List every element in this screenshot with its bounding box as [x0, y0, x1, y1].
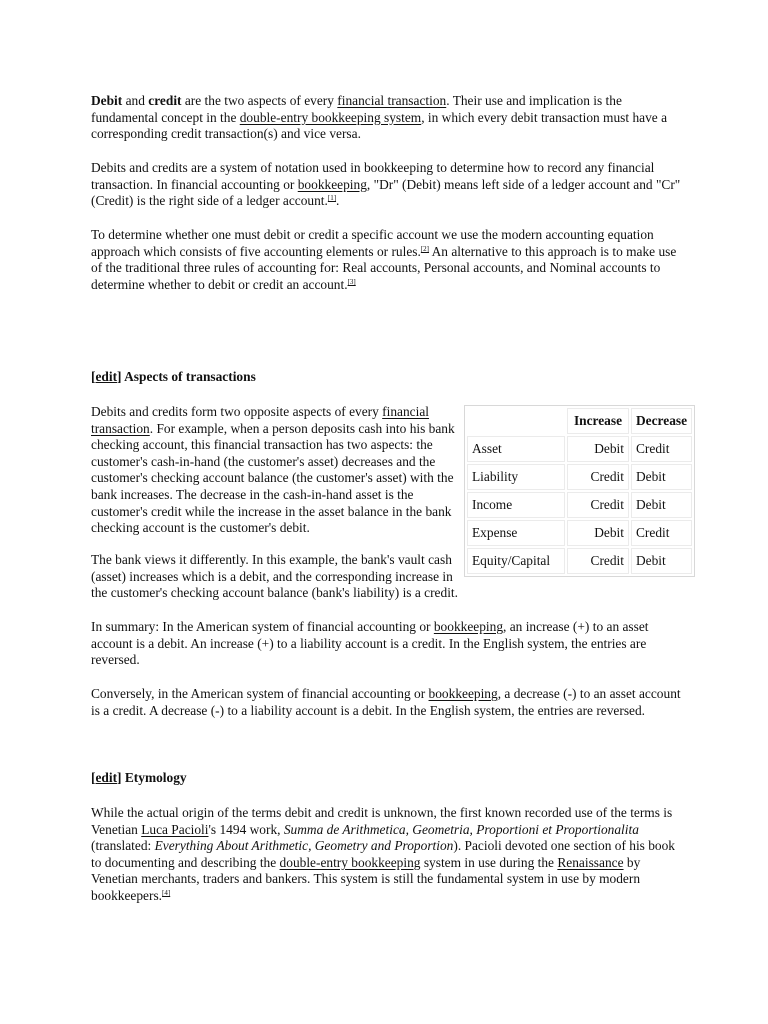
- book-title-translated: Everything About Arithmetic, Geometry and Proportion: [154, 838, 454, 854]
- table-row: [467, 492, 692, 518]
- reference-link[interactable]: [2]: [420, 244, 430, 253]
- account-cell: Expense: [467, 520, 565, 546]
- text: In summary: In the American system of financial accounting or: [91, 619, 434, 634]
- text: While the actual origin of the terms debit and credit is unknown, the first known recorded use of the terms is Venetian: [91, 805, 673, 837]
- text: and: [122, 93, 149, 108]
- etymology-paragraph: [91, 805, 681, 905]
- section-heading-aspects: [91, 369, 256, 385]
- increase-cell: Debit: [567, 520, 629, 546]
- text: An alternative to this approach is to make use of the traditional three rules of accounting for: Real accounts, Personal accounts, and Nominal accounts to determine whether to debit or credit an account.: [91, 243, 677, 292]
- text: , an increase (+) to an asset account is a debit. An increase (+) to a liability account is a credit. In the English system, the entries are reversed.: [91, 619, 649, 668]
- text: To determine whether one must debit or credit a specific account we use the modern accounting equation approach which consists of five accounting elements or rules.: [91, 227, 654, 259]
- text: ). Pacioli devoted one section of his book to documenting and describing the: [91, 838, 676, 870]
- text: Conversely, in the American system of financial accounting or: [91, 686, 429, 701]
- term-debit: Debit: [91, 93, 123, 108]
- aspects-paragraph-3: [91, 619, 681, 669]
- text: , in which every debit transaction must have a corresponding credit transaction(s) and vice versa.: [91, 109, 668, 142]
- text: .: [336, 193, 340, 209]
- text: , a decrease (-) to an asset account is a credit. A decrease (-) to a liability account is a debit. In the English system, the entries are reversed.: [91, 686, 681, 718]
- debit-credit-table: [464, 405, 695, 577]
- text: are the two aspects of every: [181, 93, 338, 108]
- bracket: ]: [117, 369, 122, 384]
- header-cell: Increase: [567, 408, 629, 434]
- increase-cell: Credit: [567, 464, 629, 490]
- edit-link[interactable]: edit: [95, 369, 118, 384]
- table-row: [467, 520, 692, 546]
- text: by Venetian merchants, traders and bankers. This system is still the fundamental system in use by modern bookkeepers.: [91, 854, 641, 903]
- text: system in use during the: [420, 854, 558, 870]
- increase-cell: Credit: [567, 492, 629, 518]
- link-luca-pacioli[interactable]: Luca Pacioli: [141, 821, 209, 837]
- section-title: Aspects of transactions: [121, 369, 256, 384]
- account-cell: Equity/Capital: [467, 548, 565, 574]
- bracket: [: [91, 770, 96, 785]
- text: 's 1494 work,: [208, 821, 284, 837]
- reference-link[interactable]: [3]: [347, 277, 356, 286]
- decrease-cell: Credit: [631, 520, 692, 546]
- table-header-row: [467, 408, 692, 434]
- aspects-paragraph-4: [91, 686, 681, 719]
- bracket: [: [91, 369, 96, 384]
- decrease-cell: Debit: [631, 464, 692, 490]
- decrease-cell: Credit: [631, 436, 692, 462]
- text: (translated:: [91, 838, 155, 854]
- table-row: [467, 464, 692, 490]
- intro-paragraph-3: [91, 227, 681, 293]
- link-double-entry-bookkeeping-system[interactable]: double-entry bookkeeping system: [239, 109, 422, 125]
- book-title: Summa de Arithmetica, Geometria, Proportioni et Proportionalita: [283, 821, 639, 837]
- intro-paragraph-2: [91, 160, 681, 210]
- section-heading-etymology: [91, 770, 187, 786]
- account-cell: Asset: [467, 436, 565, 462]
- term-credit: credit: [148, 93, 182, 108]
- edit-link[interactable]: edit: [95, 770, 118, 785]
- text: . For example, when a person deposits cash into his bank checking account, this financial transaction has two aspects: the customer's cash-in-hand (the customer's asset) decreases and the customer's checking account balance (the customer's asset) with the bank increases. The decrease in the cash-in-hand asset is the customer's credit while the increase in the asset balance in the bank checking account is the customer's debit.: [91, 420, 455, 536]
- text: , "Dr" (Debit) means left side of a ledger account and "Cr" (Credit) is the right side of a ledger account.: [91, 176, 681, 209]
- link-bookkeeping[interactable]: bookkeeping: [428, 686, 498, 701]
- aspects-paragraph-1: [91, 404, 459, 537]
- aspects-paragraph-2a: [91, 552, 459, 602]
- bracket: ]: [117, 770, 122, 785]
- section-title: Etymology: [121, 770, 187, 785]
- link-renaissance[interactable]: Renaissance: [557, 854, 624, 870]
- account-cell: Liability: [467, 464, 565, 490]
- table-row: [467, 436, 692, 462]
- link-bookkeeping[interactable]: bookkeeping: [433, 619, 504, 634]
- text: The bank views it differently. In this example, the bank's vault cash (asset) increases which is a debit, and the corresponding increase in the customer's checking account balance (bank's liability) is a credit.: [91, 552, 458, 601]
- link-financial-transaction[interactable]: financial transaction: [91, 404, 430, 436]
- decrease-cell: Debit: [631, 492, 692, 518]
- link-bookkeeping[interactable]: bookkeeping: [297, 176, 367, 192]
- header-cell: Decrease: [631, 408, 692, 434]
- link-double-entry-bookkeeping[interactable]: double-entry bookkeeping: [279, 854, 421, 870]
- text: . Their use and implication is the fundamental concept in the: [91, 93, 622, 125]
- increase-cell: Credit: [567, 548, 629, 574]
- reference-link[interactable]: [1]: [327, 194, 337, 203]
- account-cell: Income: [467, 492, 565, 518]
- decrease-cell: Debit: [631, 548, 692, 574]
- reference-link[interactable]: [4]: [162, 888, 171, 897]
- text: Debits and credits are a system of notation used in bookkeeping to determine how to record any financial transaction. In financial accounting or: [91, 160, 655, 192]
- text: Debits and credits form two opposite aspects of every: [91, 404, 383, 419]
- intro-paragraph-1: [91, 93, 681, 143]
- increase-cell: Debit: [567, 436, 629, 462]
- link-financial-transaction[interactable]: financial transaction: [337, 93, 447, 108]
- header-cell: [467, 408, 565, 434]
- table-row: [467, 548, 692, 574]
